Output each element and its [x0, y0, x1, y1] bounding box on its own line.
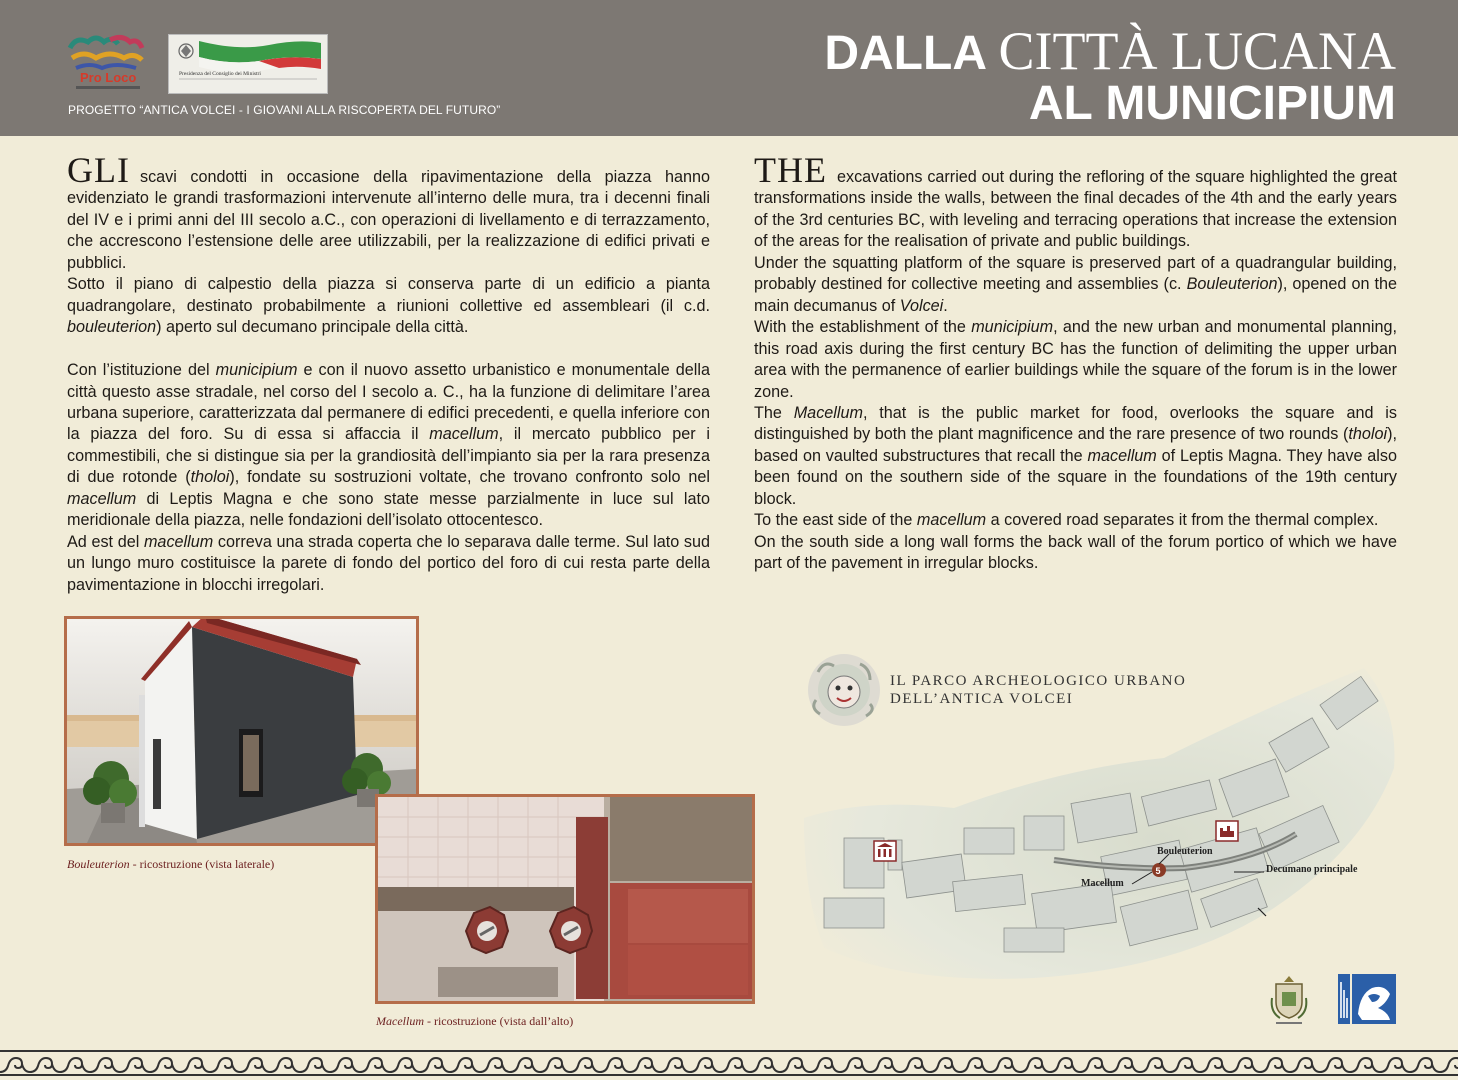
italian-p3-c: e con il nuovo assetto urbanistico e monumentale della città questo asse stradale, nel corso del I secolo a. C., ha la funzione di delimitare l’area urbana superiore, caratterizzata dal permanere di edifici precedenti, e quella inferiore con la piazza del foro. Su di essa si affaccia il	[67, 361, 710, 444]
english-p3-a: With the establishment of the	[754, 318, 972, 337]
caption-2-text: - ricostruzione (vista dall’alto)	[423, 1014, 574, 1028]
italian-p2-text-c: ) aperto sul decumano principale della città.	[156, 318, 469, 337]
italian-p4-b: macellum	[143, 532, 214, 551]
government-logo	[168, 34, 328, 94]
paragraph-gap	[67, 339, 710, 360]
macellum-reconstruction-image	[375, 794, 755, 1004]
english-paragraph-5	[754, 510, 1397, 531]
italian-paragraph-1	[67, 150, 710, 274]
svg-text:Pro Loco: Pro Loco	[80, 70, 137, 85]
english-p2-b: Bouleuterion	[1186, 275, 1278, 294]
mibac-logo	[1338, 974, 1396, 1024]
medusa-emblem-icon	[808, 654, 880, 726]
english-p5-a: To the east side of the	[754, 511, 917, 530]
site-marker-number: 5	[1155, 866, 1161, 876]
english-p4-g: of Leptis Magna. They have also been found on the southern side of the square in the foundations of the 19th century block.	[754, 446, 1398, 508]
italian-p3-e: , il mercato pubblico per i commestibili, che si distingue sia per la grandiosità dell’impianto sia per la rara presenza di due rotonde (	[67, 425, 710, 487]
english-p4-c: , that is the public market for food, overlooks the square and is distinguished by both the plant magnificence and the rare presence of two rounds (	[754, 403, 1397, 444]
italian-p3-d: macellum	[429, 425, 499, 444]
title-line-2: AL MUNICIPIUM	[1028, 77, 1396, 130]
italian-p3-h: macellum	[67, 489, 137, 508]
italian-p3-b: municipium	[215, 361, 298, 380]
english-text-column	[754, 150, 1398, 575]
bouleuterion-caption	[67, 857, 274, 872]
english-p2-a: Under the squatting platform of the square is preserved part of a quadrangular building, probably destined for collective meeting and assemblies (c.	[754, 253, 1397, 294]
macellum-caption	[376, 1014, 573, 1029]
italian-p4-a: Ad est del	[67, 532, 144, 551]
italian-p3-a: Con l’istituzione del	[67, 361, 216, 380]
header-band	[0, 0, 1458, 136]
title-word-dalla: DALLA	[824, 27, 999, 80]
english-p2-d: Volcei	[899, 296, 944, 315]
comune-logo	[1266, 972, 1312, 1028]
english-dropcap: THE	[754, 150, 827, 190]
english-p2-c: ), opened on the main decumanus of	[754, 275, 1397, 315]
italian-p2-italic: bouleuterion	[67, 318, 157, 337]
map-label-macellum: Macellum	[1081, 878, 1124, 889]
english-p3-b: municipium	[971, 318, 1054, 337]
english-p4-f: macellum	[1087, 446, 1157, 465]
proloco-logo	[66, 34, 146, 92]
caption-1-italic: Bouleuterion	[67, 857, 130, 871]
english-paragraph-2	[754, 253, 1397, 317]
title-line-1	[824, 21, 1396, 81]
italian-p4-c: correva una strada coperta che lo separava dalle terme. Sul lato sud un lungo muro costituisce la parete di fondo del portico del foro di cui resta parte della pavimentazione in blocchi irregolari.	[67, 532, 710, 594]
english-p5-b: macellum	[916, 511, 987, 530]
bouleuterion-reconstruction-image	[64, 616, 419, 846]
greek-wave-border	[0, 1046, 1458, 1080]
english-paragraph-1	[754, 150, 1397, 253]
english-p1-text: excavations carried out during the refloring of the square highlighted the great transformations inside the walls, between the final decades of the 4th and the early years of the 3rd centuries BC, with leveling and terracing operations that increase the extension of the areas for the realisation of private and public buildings.	[754, 168, 1397, 251]
museum-icon	[874, 841, 896, 861]
map-title	[890, 672, 1186, 708]
map-label-decumano: Decumano principale	[1266, 864, 1358, 875]
italian-p3-f: tholoi	[190, 468, 230, 487]
castle-icon	[1216, 821, 1238, 841]
english-p4-b: Macellum	[793, 403, 863, 422]
page-title	[824, 21, 1396, 130]
english-p5-c: a covered road separates it from the thermal complex.	[986, 511, 1379, 530]
english-paragraph-4	[754, 403, 1397, 510]
italian-p3-i: di Leptis Magna e che sono state messe parzialmente in luce sul lato meridionale della piazza, nelle fondazioni dell’isolato ottocentesco.	[67, 489, 710, 530]
map-label-bouleuterion: Bouleuterion	[1157, 846, 1213, 857]
english-p2-e: .	[943, 296, 948, 315]
english-paragraph-6: On the south side a long wall forms the back wall of the forum portico of which we have part of the pavement in irregular blocks.	[754, 532, 1397, 573]
map-title-line-2: DELL’ANTICA VOLCEI	[890, 691, 1074, 707]
english-p4-d: tholoi	[1348, 425, 1388, 444]
italian-paragraph-2	[67, 274, 710, 338]
caption-1-text: - ricostruzione (vista laterale)	[129, 857, 275, 871]
english-p4-e: ), based on vaulted substructures that recall the	[754, 425, 1397, 465]
english-paragraph-3	[754, 317, 1397, 403]
project-subtitle: PROGETTO “ANTICA VOLCEI - I GIOVANI ALLA RISCOPERTA DEL FUTURO”	[68, 103, 501, 117]
italian-text-column	[67, 150, 710, 596]
italian-p1-text: scavi condotti in occasione della ripavimentazione della piazza hanno evidenziato le grandi trasformazioni intervenute all’interno delle mura, tra i decenni finali del IV e i primi anni del III secolo a.C., con operazioni di livellamento e di terrazzamento, che accrescono l’estensione delle aree utilizzabili, per la realizzazione di edifici privati e pubblici.	[67, 168, 710, 272]
map-title-line-1: IL PARCO ARCHEOLOGICO URBANO	[890, 673, 1187, 689]
caption-2-italic: Macellum	[376, 1014, 424, 1028]
english-p3-c: , and the new urban and monumental planning, this road axis during the first century BC has the function of delimiting the upper urban area with the permanence of earlier buildings while the square of the forum is in the lower zone.	[754, 318, 1397, 401]
title-citta-lucana: CITTÀ LUCANA	[998, 21, 1396, 81]
italian-paragraph-4	[67, 532, 710, 596]
english-p4-a: The	[754, 403, 794, 422]
government-logo-text: Presidenza del Consiglio dei Ministri	[179, 71, 261, 77]
italian-dropcap: GLI	[67, 150, 130, 190]
italian-p3-g: ), fondate su sostruzioni voltate, che trovano confronto solo nel	[229, 468, 710, 487]
italian-paragraph-3	[67, 360, 710, 532]
italian-p2-text-a: Sotto il piano di calpestio della piazza si conserva parte di un edificio a pianta quadrangolare, destinato probabilmente a riunioni collettive ed assembleari (il c.d.	[67, 275, 710, 315]
